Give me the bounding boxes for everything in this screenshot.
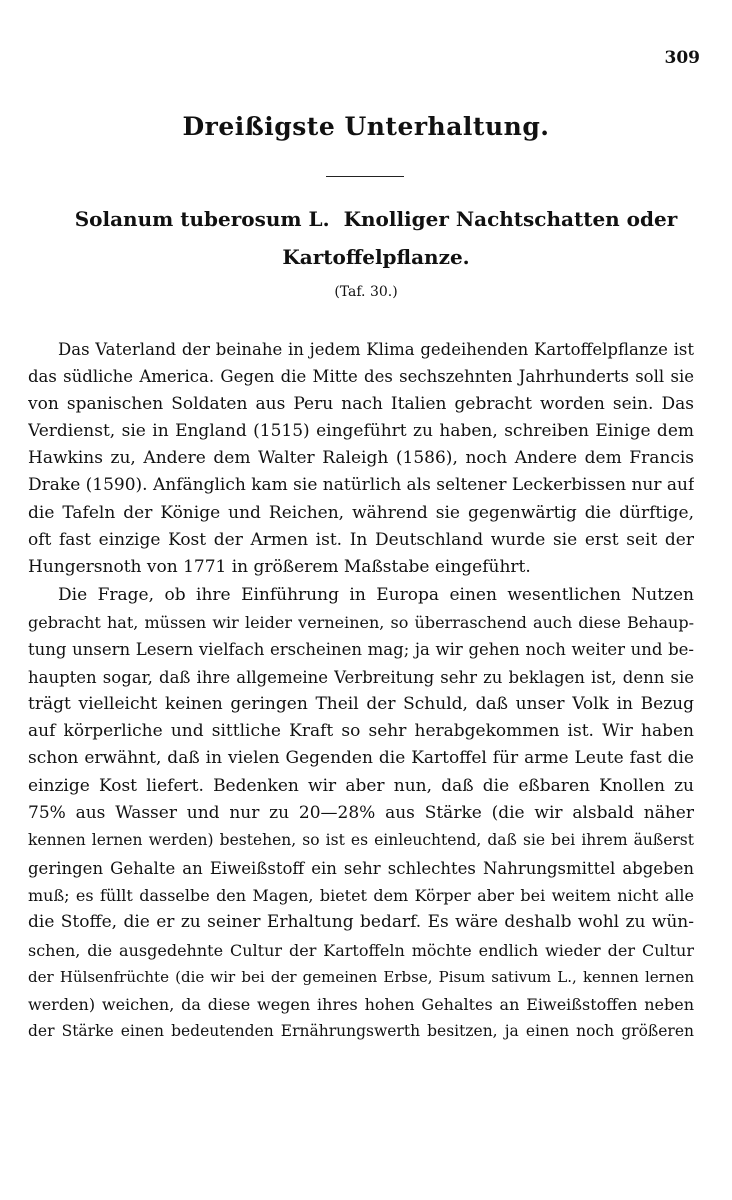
chapter-title: Dreißigste Unterhaltung. (182, 112, 550, 141)
text-line: oft fast einzige Kost der Armen ist. In Deutschland wurde sie erst seit der (28, 530, 694, 551)
text-line: 75% aus Wasser und nur zu 20—28% aus Stärke (die wir alsbald näher (28, 803, 694, 824)
text-line: schen, die ausgedehnte Cultur der Kartoffeln möchte endlich wieder der Cultur (28, 940, 694, 960)
text-line: auf körperliche und sittliche Kraft so sehr herabgekommen ist. Wir haben (28, 721, 694, 742)
text-line: Hungersnoth von 1771 in größerem Maßstabe eingeführt. (28, 557, 531, 578)
text-line: Das Vaterland der beinahe in jedem Klima gedeihenden Kartoffelpflanze ist (58, 340, 694, 359)
heading-line-1 (60, 200, 692, 238)
text-line: von spanischen Soldaten aus Peru nach Italien gebracht worden sein. Das (28, 393, 694, 414)
text-line: der Hülsenfrüchte (die wir bei der gemeinen Erbse, Pisum sativum L., kennen lernen (28, 967, 694, 986)
text-line: haupten sogar, daß ihre allgemeine Verbreitung sehr zu beklagen ist, denn sie (28, 667, 694, 687)
text-line: trägt vielleicht keinen geringen Theil der Schuld, daß unser Volk in Bezug (28, 693, 694, 714)
text-line: Verdienst, sie in England (1515) eingeführt zu haben, schreiben Einige dem (28, 420, 694, 441)
plate-reference: (Taf. 30.) (334, 284, 398, 300)
common-name-line-1: Knolliger Nachtschatten oder (343, 207, 678, 231)
text-line: Drake (1590). Anfänglich kam sie natürlich als seltener Leckerbissen nur auf (28, 475, 694, 496)
text-line: gebracht hat, müssen wir leider verneinen, so überraschend auch diese Behaup- (28, 612, 694, 632)
title-divider (326, 176, 404, 177)
text-line: der Stärke einen bedeutenden Ernährungswerth besitzen, ja einen noch größeren (28, 1022, 694, 1041)
text-line: werden) weichen, da diese wegen ihres hohen Gehaltes an Eiweißstoffen neben (28, 995, 694, 1015)
page-number: 309 (664, 48, 700, 68)
text-line: tung unsern Lesern vielfach erscheinen mag; ja wir gehen noch weiter und be- (28, 640, 694, 660)
latin-name: Solanum tuberosum L. (74, 207, 330, 231)
text-line: geringen Gehalte an Eiweißstoff ein sehr schlechtes Nahrungsmittel abgeben (28, 858, 694, 878)
text-line: Die Frage, ob ihre Einführung in Europa einen wesentlichen Nutzen (58, 584, 694, 605)
body-text (28, 336, 694, 1046)
text-line: die Tafeln der Könige und Reichen, während sie gegenwärtig die dürftige, (28, 502, 694, 523)
text-line: Hawkins zu, Andere dem Walter Raleigh (1586), noch Andere dem Francis (28, 448, 694, 469)
text-line: muß; es füllt dasselbe den Magen, bietet dem Körper aber bei weitem nicht alle (28, 885, 694, 905)
text-line: schon erwähnt, daß in vielen Gegenden die Kartoffel für arme Leute fast die (28, 748, 694, 769)
common-name-line-2: Kartoffelpflanze. (282, 245, 470, 269)
text-line: kennen lernen werden) bestehen, so ist es einleuchtend, daß sie bei ihrem äußerst (28, 831, 694, 850)
text-line: das südliche America. Gegen die Mitte des sechszehnten Jahrhunderts soll sie (28, 367, 694, 387)
section-heading (60, 200, 692, 276)
text-line: einzige Kost liefert. Bedenken wir aber nun, daß die eßbaren Knollen zu (28, 775, 694, 796)
text-line: die Stoffe, die er zu seiner Erhaltung bedarf. Es wäre deshalb wohl zu wün- (28, 912, 694, 933)
